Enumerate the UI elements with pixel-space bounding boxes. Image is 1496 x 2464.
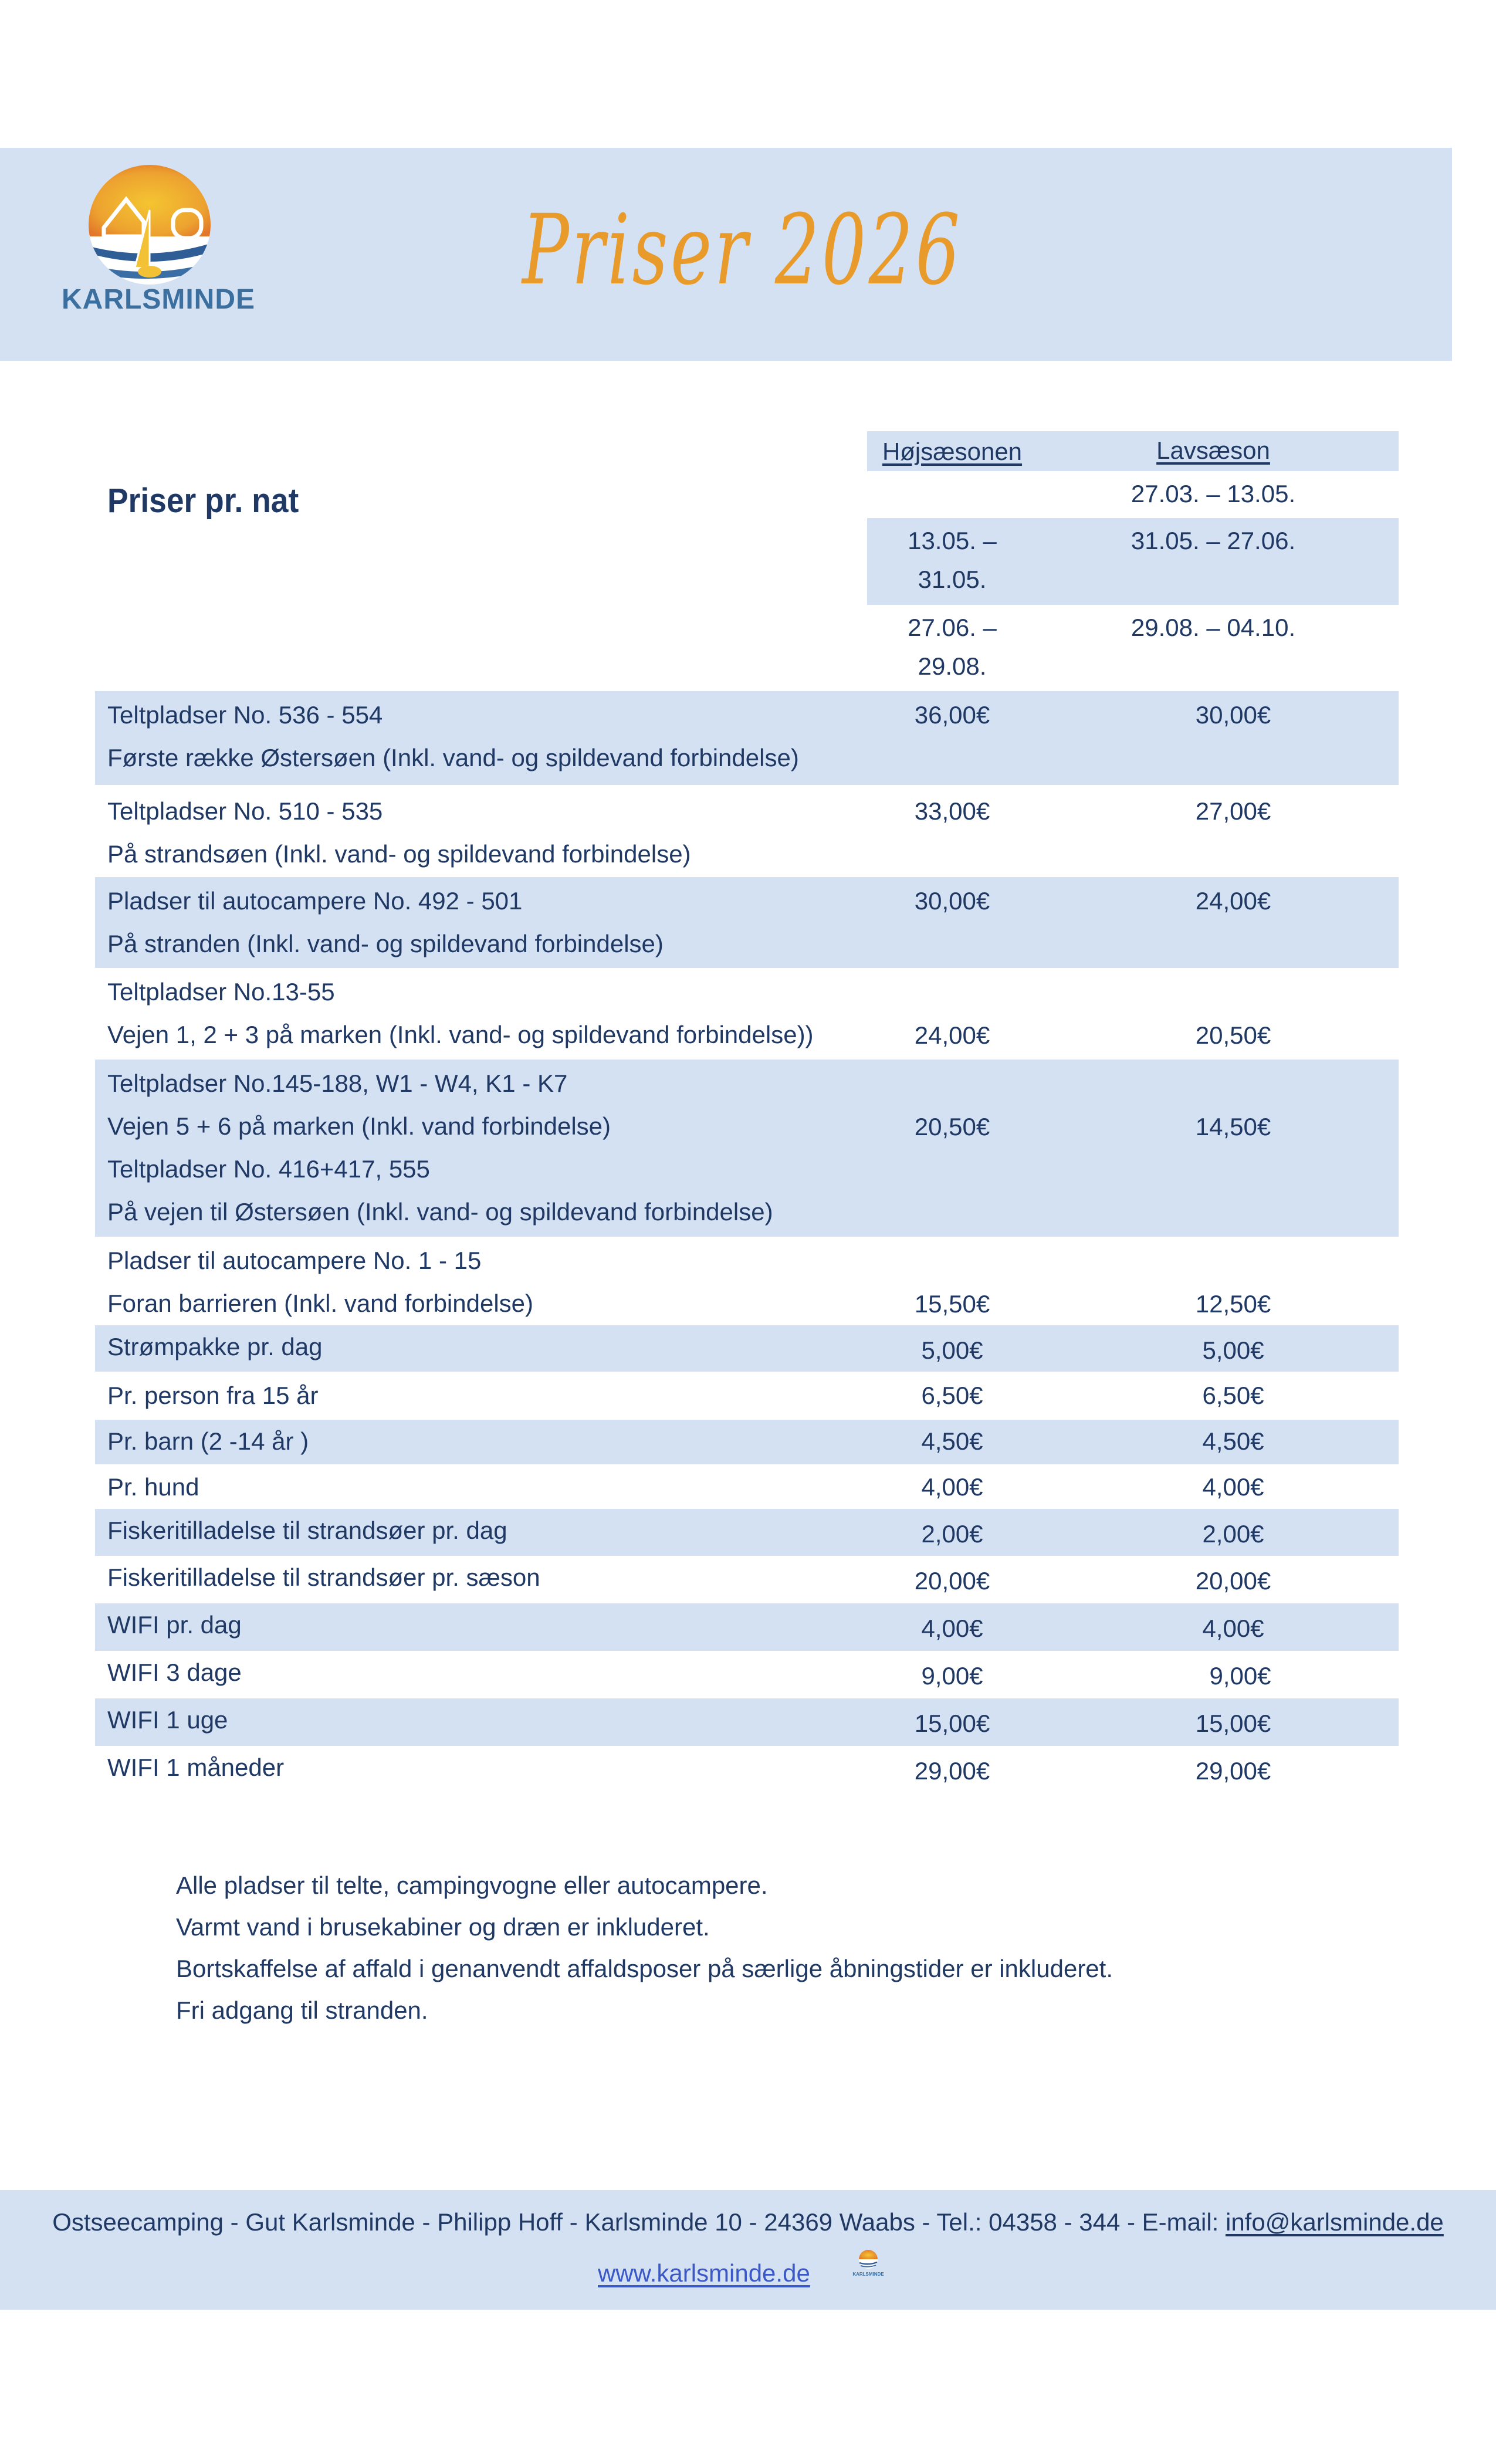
low-season-price: 20,00€ xyxy=(1195,1567,1271,1595)
row-subtitle: Foran barrieren (Inkl. vand forbindelse) xyxy=(107,1289,534,1317)
table-row xyxy=(95,1698,1399,1746)
row-title: Teltpladser No.145-188, W1 - W4, K1 - K7 xyxy=(107,1069,568,1097)
footer-website xyxy=(598,2256,810,2291)
low-season-dates: 29.08. – 04.10. xyxy=(1131,614,1296,641)
high-season-price: 29,00€ xyxy=(914,1757,990,1785)
footer-address: Ostseecamping - Gut Karlsminde - Philipp Hoff - Karlsminde 10 - 24369 Waabs - Tel.: 04358 - 344 - E-mail: xyxy=(52,2208,1226,2236)
high-season-price: 20,50€ xyxy=(914,1113,990,1140)
svg-text:KARLSMINDE: KARLSMINDE xyxy=(852,2272,884,2277)
season-header xyxy=(867,431,1399,691)
season-labels-row xyxy=(867,431,1399,471)
row-title: Pladser til autocampere No. 1 - 15 xyxy=(107,1247,482,1274)
table-row xyxy=(95,691,1399,785)
row-title: Fiskeritilladelse til strandsøer pr. sæson xyxy=(107,1563,540,1591)
low-season-price: 4,50€ xyxy=(1202,1427,1264,1455)
note-line: Varmt vand i brusekabiner og dræn er inkluderet. xyxy=(176,1913,710,1941)
table-row xyxy=(95,1651,1399,1698)
high-season-price: 5,00€ xyxy=(921,1336,983,1364)
low-season-price: 24,00€ xyxy=(1195,887,1271,915)
low-season-price: 4,00€ xyxy=(1202,1615,1264,1642)
low-season-price: 27,00€ xyxy=(1195,797,1271,825)
table-row xyxy=(95,1464,1399,1509)
website-link[interactable]: www.karlsminde.de xyxy=(598,2259,810,2287)
row-subtitle: Første række Østersøen (Inkl. vand- og spildevand forbindelse) xyxy=(107,744,799,771)
high-season-price: 30,00€ xyxy=(914,887,990,915)
low-season-label: Lavsæson xyxy=(1156,436,1270,464)
high-season-price: 4,50€ xyxy=(921,1427,983,1455)
karlsminde-small-logo-icon xyxy=(851,2246,886,2282)
high-season-price: 15,00€ xyxy=(914,1710,990,1737)
low-season-price: 6,50€ xyxy=(1202,1382,1264,1409)
high-season-price: 9,00€ xyxy=(921,1662,983,1690)
row-title: Fiskeritilladelse til strandsøer pr. dag xyxy=(107,1517,507,1544)
row-title: WIFI 3 dage xyxy=(107,1659,242,1686)
table-row xyxy=(95,1237,1399,1325)
low-season-price: 29,00€ xyxy=(1195,1757,1271,1785)
high-season-price: 24,00€ xyxy=(914,1021,990,1049)
email-link[interactable]: info@karlsminde.de xyxy=(1225,2208,1444,2236)
season-dates-row xyxy=(867,518,1399,605)
row-title: Teltpladser No. 510 - 535 xyxy=(107,797,383,825)
note-line: Alle pladser til telte, campingvogne eller autocampere. xyxy=(176,1871,768,1899)
high-season-dates: 27.06. – 29.08. xyxy=(908,614,997,680)
row-subtitle: Vejen 1, 2 + 3 på marken (Inkl. vand- og spildevand forbindelse)) xyxy=(107,1021,814,1048)
high-season-dates: 13.05. – 31.05. xyxy=(908,527,997,593)
row-subtitle: På stranden (Inkl. vand- og spildevand forbindelse) xyxy=(107,930,664,957)
high-season-price: 36,00€ xyxy=(914,701,990,729)
high-season-price: 4,00€ xyxy=(921,1615,983,1642)
row-title: Teltpladser No. 536 - 554 xyxy=(107,701,383,729)
note-line: Bortskaffelse af affald i genanvendt affaldsposer på særlige åbningstider er inkluderet. xyxy=(176,1955,1113,1982)
row-title: Teltpladser No. 416+417, 555 xyxy=(107,1155,430,1183)
high-season-price: 6,50€ xyxy=(921,1382,983,1409)
row-title: Teltpladser No.13-55 xyxy=(107,978,335,1006)
low-season-price: 12,50€ xyxy=(1195,1290,1271,1318)
row-title: WIFI 1 måneder xyxy=(107,1754,285,1781)
table-row xyxy=(95,1509,1399,1556)
low-season-price: 5,00€ xyxy=(1202,1336,1264,1364)
row-title: Pr. hund xyxy=(107,1473,199,1501)
row-title: Pr. barn (2 -14 år ) xyxy=(107,1427,309,1455)
table-row xyxy=(95,785,1399,877)
season-dates-row xyxy=(867,605,1399,691)
row-title: WIFI 1 uge xyxy=(107,1706,228,1734)
low-season-price: 15,00€ xyxy=(1195,1710,1271,1737)
table-row xyxy=(95,1603,1399,1651)
high-season-label: Højsæsonen xyxy=(882,438,1023,465)
high-season-price: 4,00€ xyxy=(921,1473,983,1501)
row-subtitle: På strandsøen (Inkl. vand- og spildevand forbindelse) xyxy=(107,840,691,868)
low-season-price: 4,00€ xyxy=(1202,1473,1264,1501)
table-row xyxy=(95,1556,1399,1603)
table-row xyxy=(95,1372,1399,1420)
table-row xyxy=(95,1420,1399,1464)
season-dates-row xyxy=(867,471,1399,518)
logo-text: KARLSMINDE xyxy=(62,284,255,315)
low-season-price: 20,50€ xyxy=(1195,1021,1271,1049)
high-season-price: 2,00€ xyxy=(921,1520,983,1548)
high-season-price: 15,50€ xyxy=(914,1290,990,1318)
high-season-price: 33,00€ xyxy=(914,797,990,825)
table-row xyxy=(95,1325,1399,1372)
low-season-price: 14,50€ xyxy=(1195,1113,1271,1140)
table-row xyxy=(95,1746,1399,1793)
low-season-dates: 31.05. – 27.06. xyxy=(1131,527,1296,554)
price-table xyxy=(95,691,1399,1793)
page-title: Priser 2026 xyxy=(522,194,963,306)
section-title: Priser pr. nat xyxy=(107,482,299,520)
note-line: Fri adgang til stranden. xyxy=(176,1996,428,2024)
notes xyxy=(176,1864,1113,2031)
high-season-price: 20,00€ xyxy=(914,1567,990,1595)
table-row xyxy=(95,877,1399,968)
table-row xyxy=(95,1060,1399,1237)
row-subtitle: Vejen 5 + 6 på marken (Inkl. vand forbindelse) xyxy=(107,1112,611,1140)
low-season-price: 9,00€ xyxy=(1209,1662,1271,1690)
low-season-dates: 27.03. – 13.05. xyxy=(1131,480,1296,507)
row-title: Pladser til autocampere No. 492 - 501 xyxy=(107,887,523,915)
table-row xyxy=(95,968,1399,1060)
low-season-price: 30,00€ xyxy=(1195,701,1271,729)
row-title: Pr. person fra 15 år xyxy=(107,1382,319,1409)
low-season-price: 2,00€ xyxy=(1202,1520,1264,1548)
row-title: Strømpakke pr. dag xyxy=(107,1333,323,1360)
row-title: WIFI pr. dag xyxy=(107,1611,242,1639)
footer-contact xyxy=(0,2205,1496,2240)
row-subtitle: På vejen til Østersøen (Inkl. vand- og spildevand forbindelse) xyxy=(107,1198,773,1226)
